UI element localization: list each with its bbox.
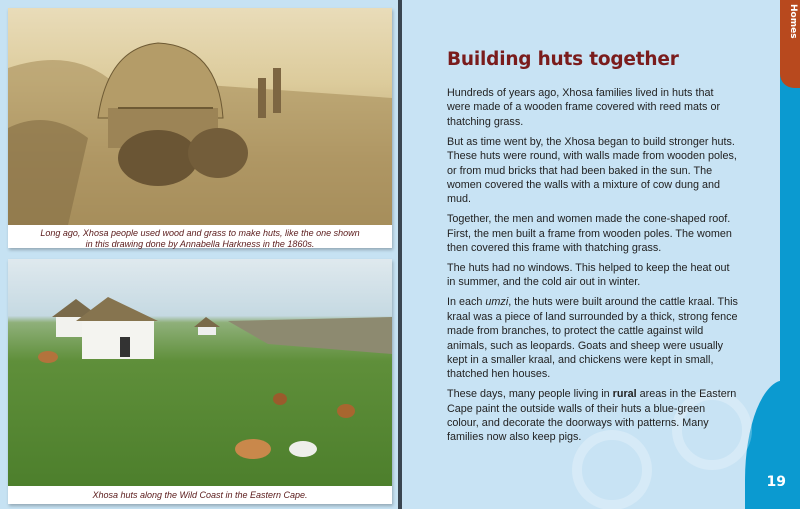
paragraph: The huts had no windows. This helped to keep the heat out in summer, and the cold air out in winter. (447, 261, 730, 289)
paragraph (447, 295, 739, 381)
paragraph: But as time went by, the Xhosa began to build stronger huts. These huts were round, with walls made from wooden poles, or from mud bricks that had been baked in the sun. The women covered the walls with a mixture of cow dung and mud. (447, 135, 737, 206)
paragraph (447, 387, 739, 445)
text: , the huts were built around the cattle kraal. This kraal was a piece of land surrounded by a thick, strong fence made from branches, to protect the cattle against wild animals, such as leopards. Goats and sheep were usually kept in a smaller kraal, and chickens were kept in small, thatched hen houses. (447, 296, 738, 381)
text: These days, many people living in (447, 388, 613, 401)
text: areas in the Eastern Cape paint the outside walls of their huts a blue-green colour, and decorate the doorways with patterns. Many families now also keep pigs. (447, 388, 737, 444)
emphasis-term: umzi (485, 296, 509, 309)
paragraph: Hundreds of years ago, Xhosa families lived in huts that were made of a wooden frame covered with reed mats or thatching grass. (447, 87, 721, 128)
bold-term: rural (612, 388, 637, 401)
figure-photo (8, 259, 392, 504)
body-text (447, 86, 739, 450)
figure-drawing (8, 8, 392, 248)
wild-coast-huts-photo (8, 259, 392, 486)
text: In each (447, 296, 486, 309)
hut-drawing-image (8, 8, 392, 225)
section-tab (780, 0, 800, 88)
paragraph: Together, the men and women made the cone-shaped roof. First, the men built a frame from wooden poles. The women then covered this frame with thatching grass. (447, 213, 732, 255)
page-number: 19 (766, 474, 786, 490)
section-tab-label: Homes (788, 4, 798, 39)
figure-drawing-caption (8, 228, 392, 249)
left-page (0, 0, 398, 509)
right-page (402, 0, 800, 509)
caption-line: in this drawing done by Annabella Harkness in the 1860s. (85, 238, 315, 249)
page-title: Building huts together (447, 49, 679, 70)
figure-photo-caption: Xhosa huts along the Wild Coast in the Eastern Cape. (92, 490, 308, 500)
caption-line: Long ago, Xhosa people used wood and grass to make huts, like the one shown (40, 228, 360, 238)
